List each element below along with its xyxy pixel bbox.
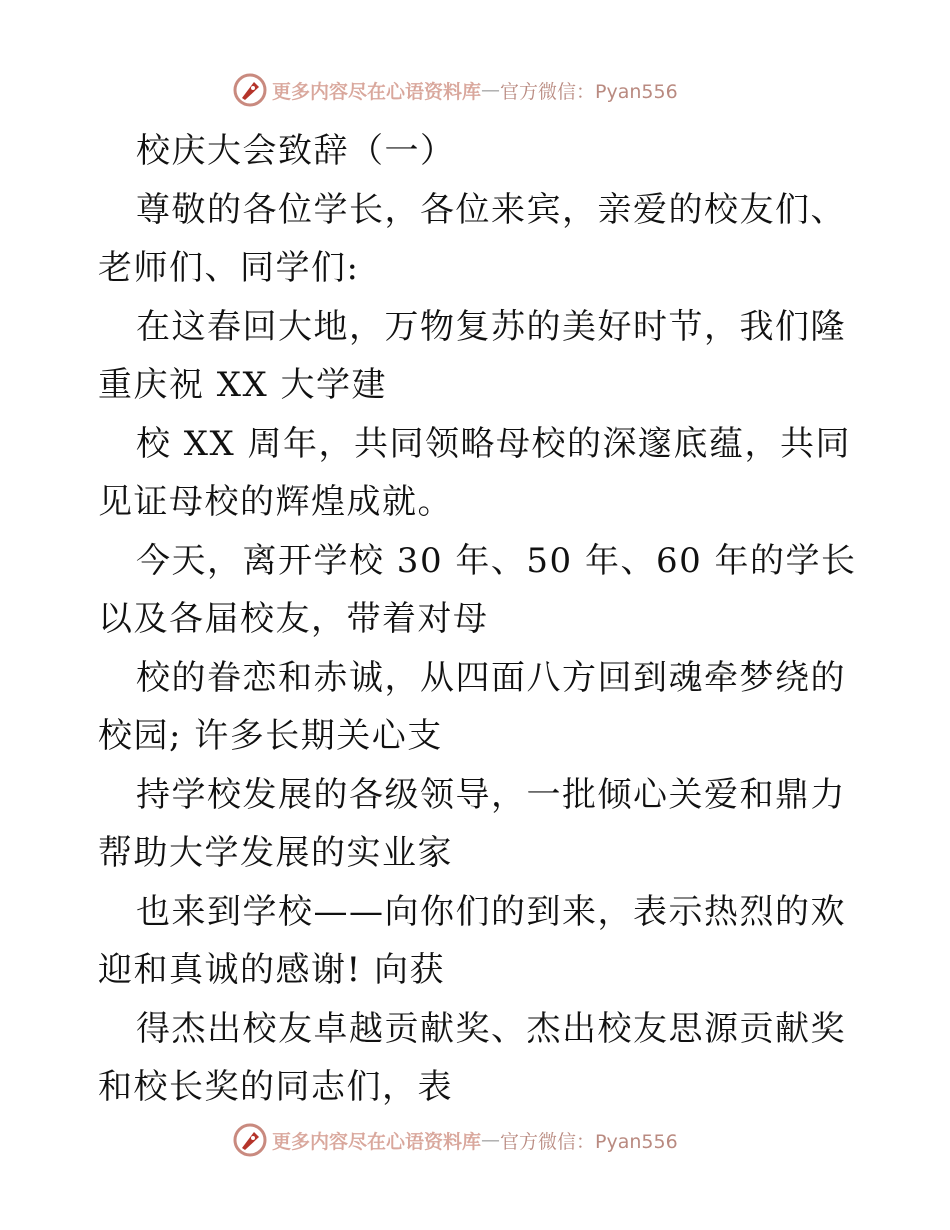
header-banner: [232, 70, 712, 110]
banner-separator: —: [481, 1129, 501, 1151]
paragraph: 在这春回大地，万物复苏的美好时节，我们隆重庆祝 XX 大学建: [98, 306, 846, 405]
paragraph: 校 XX 周年，共同领略母校的深邃底蕴，共同见证母校的辉煌成就。: [98, 423, 852, 522]
document-body: [98, 122, 858, 1117]
banner-separator: —: [481, 79, 501, 101]
paragraph: 得杰出校友卓越贡献奖、杰出校友思源贡献奖和校长奖的同志们，表: [98, 1008, 846, 1107]
paragraph: 也来到学校——向你们的到来，表示热烈的欢迎和真诚的感谢! 向获: [98, 891, 846, 990]
paragraph: 校的眷恋和赤诚，从四面八方回到魂牵梦绕的校园; 许多长期关心支: [98, 657, 846, 756]
paragraph: 今天，离开学校 30 年、50 年、60 年的学长以及各届校友，带着对母: [98, 540, 857, 639]
banner-brand-text: 更多内容尽在心语资料库: [272, 80, 482, 103]
pen-nib-logo-icon: [232, 72, 268, 108]
banner-brand-text: 更多内容尽在心语资料库: [272, 1130, 482, 1153]
footer-banner: [232, 1120, 712, 1160]
paragraph: 持学校发展的各级领导，一批倾心关爱和鼎力帮助大学发展的实业家: [98, 774, 846, 873]
banner-wechat-text: 官方微信：Pyan556: [500, 1130, 678, 1153]
banner-wechat-text: 官方微信：Pyan556: [500, 80, 678, 103]
document-title: 校庆大会致辞（一）: [136, 131, 456, 171]
pen-nib-logo-icon: [232, 1122, 268, 1158]
paragraph: 尊敬的各位学长，各位来宾，亲爱的校友们、老师们、同学们:: [98, 189, 846, 288]
